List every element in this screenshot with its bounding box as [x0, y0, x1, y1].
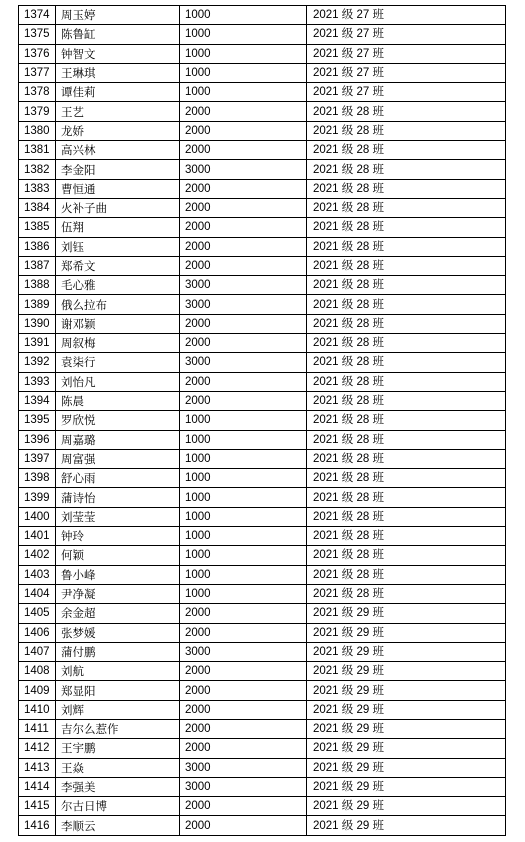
row-number-cell: 1414: [19, 777, 56, 796]
table-row: [19, 739, 506, 758]
amount-cell: 2000: [180, 237, 307, 256]
amount-cell: 2000: [180, 218, 307, 237]
row-number-cell: 1380: [19, 121, 56, 140]
class-cell: 2021 级 28 班: [307, 353, 506, 372]
row-number-cell: 1411: [19, 719, 56, 738]
student-name-cell: 刘辉: [56, 700, 180, 719]
class-cell: 2021 级 28 班: [307, 391, 506, 410]
row-number-cell: 1374: [19, 6, 56, 25]
table-row: [19, 256, 506, 275]
table-row: [19, 565, 506, 584]
class-cell: 2021 级 28 班: [307, 584, 506, 603]
student-name-cell: 伍翔: [56, 218, 180, 237]
class-cell: 2021 级 28 班: [307, 295, 506, 314]
amount-cell: 1000: [180, 584, 307, 603]
table-row: [19, 179, 506, 198]
amount-cell: 2000: [180, 334, 307, 353]
table-row: [19, 546, 506, 565]
table-row: [19, 353, 506, 372]
class-cell: 2021 级 29 班: [307, 816, 506, 835]
row-number-cell: 1413: [19, 758, 56, 777]
class-cell: 2021 级 28 班: [307, 256, 506, 275]
table-row: [19, 758, 506, 777]
row-number-cell: 1375: [19, 25, 56, 44]
student-name-cell: 周叙梅: [56, 334, 180, 353]
row-number-cell: 1399: [19, 488, 56, 507]
row-number-cell: 1397: [19, 449, 56, 468]
class-cell: 2021 级 27 班: [307, 25, 506, 44]
row-number-cell: 1392: [19, 353, 56, 372]
class-cell: 2021 级 29 班: [307, 604, 506, 623]
amount-cell: 3000: [180, 295, 307, 314]
student-name-cell: 刘航: [56, 662, 180, 681]
row-number-cell: 1404: [19, 584, 56, 603]
row-number-cell: 1389: [19, 295, 56, 314]
class-cell: 2021 级 28 班: [307, 469, 506, 488]
row-number-cell: 1376: [19, 44, 56, 63]
row-number-cell: 1383: [19, 179, 56, 198]
student-name-cell: 郑显阳: [56, 681, 180, 700]
row-number-cell: 1406: [19, 623, 56, 642]
row-number-cell: 1415: [19, 797, 56, 816]
table-row: [19, 719, 506, 738]
row-number-cell: 1391: [19, 334, 56, 353]
class-cell: 2021 级 28 班: [307, 449, 506, 468]
student-name-cell: 余金超: [56, 604, 180, 623]
amount-cell: 1000: [180, 507, 307, 526]
student-name-cell: 王琳琪: [56, 63, 180, 82]
student-name-cell: 舒心雨: [56, 469, 180, 488]
table-row: [19, 237, 506, 256]
amount-cell: 2000: [180, 372, 307, 391]
table-row: [19, 121, 506, 140]
student-table: [18, 5, 506, 836]
row-number-cell: 1402: [19, 546, 56, 565]
class-cell: 2021 级 28 班: [307, 198, 506, 217]
row-number-cell: 1403: [19, 565, 56, 584]
student-name-cell: 高兴林: [56, 141, 180, 160]
row-number-cell: 1405: [19, 604, 56, 623]
class-cell: 2021 级 28 班: [307, 160, 506, 179]
amount-cell: 2000: [180, 179, 307, 198]
row-number-cell: 1382: [19, 160, 56, 179]
class-cell: 2021 级 29 班: [307, 719, 506, 738]
table-row: [19, 777, 506, 796]
student-name-cell: 王焱: [56, 758, 180, 777]
student-name-cell: 尔古日博: [56, 797, 180, 816]
amount-cell: 1000: [180, 63, 307, 82]
table-row: [19, 488, 506, 507]
class-cell: 2021 级 28 班: [307, 141, 506, 160]
student-name-cell: 袁柒行: [56, 353, 180, 372]
table-row: [19, 604, 506, 623]
row-number-cell: 1408: [19, 662, 56, 681]
row-number-cell: 1407: [19, 642, 56, 661]
table-row: [19, 700, 506, 719]
table-row: [19, 160, 506, 179]
class-cell: 2021 级 28 班: [307, 237, 506, 256]
row-number-cell: 1385: [19, 218, 56, 237]
student-name-cell: 曹恒通: [56, 179, 180, 198]
student-name-cell: 李顺云: [56, 816, 180, 835]
row-number-cell: 1377: [19, 63, 56, 82]
table-row: [19, 314, 506, 333]
student-name-cell: 蒲诗怡: [56, 488, 180, 507]
amount-cell: 3000: [180, 276, 307, 295]
row-number-cell: 1396: [19, 430, 56, 449]
amount-cell: 3000: [180, 777, 307, 796]
student-name-cell: 谭佳莉: [56, 83, 180, 102]
table-row: [19, 295, 506, 314]
class-cell: 2021 级 27 班: [307, 63, 506, 82]
amount-cell: 3000: [180, 642, 307, 661]
table-row: [19, 469, 506, 488]
row-number-cell: 1384: [19, 198, 56, 217]
row-number-cell: 1386: [19, 237, 56, 256]
class-cell: 2021 级 27 班: [307, 83, 506, 102]
student-name-cell: 尹净凝: [56, 584, 180, 603]
table-row: [19, 507, 506, 526]
amount-cell: 2000: [180, 623, 307, 642]
student-name-cell: 刘怡凡: [56, 372, 180, 391]
class-cell: 2021 级 29 班: [307, 700, 506, 719]
table-row: [19, 218, 506, 237]
class-cell: 2021 级 29 班: [307, 642, 506, 661]
class-cell: 2021 级 29 班: [307, 758, 506, 777]
amount-cell: 2000: [180, 256, 307, 275]
student-name-cell: 鲁小峰: [56, 565, 180, 584]
table-row: [19, 527, 506, 546]
row-number-cell: 1390: [19, 314, 56, 333]
amount-cell: 2000: [180, 739, 307, 758]
class-cell: 2021 级 28 班: [307, 314, 506, 333]
amount-cell: 2000: [180, 314, 307, 333]
class-cell: 2021 级 28 班: [307, 372, 506, 391]
table-row: [19, 83, 506, 102]
table-row: [19, 198, 506, 217]
amount-cell: 2000: [180, 121, 307, 140]
table-row: [19, 449, 506, 468]
class-cell: 2021 级 29 班: [307, 623, 506, 642]
amount-cell: 2000: [180, 797, 307, 816]
row-number-cell: 1378: [19, 83, 56, 102]
student-name-cell: 钟玲: [56, 527, 180, 546]
amount-cell: 1000: [180, 449, 307, 468]
student-name-cell: 陈晨: [56, 391, 180, 410]
class-cell: 2021 级 28 班: [307, 565, 506, 584]
amount-cell: 1000: [180, 411, 307, 430]
class-cell: 2021 级 28 班: [307, 121, 506, 140]
class-cell: 2021 级 28 班: [307, 179, 506, 198]
row-number-cell: 1395: [19, 411, 56, 430]
table-row: [19, 334, 506, 353]
amount-cell: 1000: [180, 546, 307, 565]
table-row: [19, 816, 506, 835]
class-cell: 2021 级 28 班: [307, 276, 506, 295]
student-name-cell: 何颖: [56, 546, 180, 565]
student-name-cell: 毛心雅: [56, 276, 180, 295]
amount-cell: 1000: [180, 25, 307, 44]
amount-cell: 2000: [180, 700, 307, 719]
table-row: [19, 25, 506, 44]
row-number-cell: 1409: [19, 681, 56, 700]
table-row: [19, 102, 506, 121]
amount-cell: 2000: [180, 816, 307, 835]
student-name-cell: 钟智文: [56, 44, 180, 63]
amount-cell: 1000: [180, 488, 307, 507]
class-cell: 2021 级 28 班: [307, 507, 506, 526]
row-number-cell: 1401: [19, 527, 56, 546]
amount-cell: 1000: [180, 83, 307, 102]
class-cell: 2021 级 29 班: [307, 777, 506, 796]
amount-cell: 2000: [180, 719, 307, 738]
class-cell: 2021 级 28 班: [307, 334, 506, 353]
student-name-cell: 刘钰: [56, 237, 180, 256]
table-row: [19, 681, 506, 700]
amount-cell: 1000: [180, 469, 307, 488]
amount-cell: 1000: [180, 527, 307, 546]
row-number-cell: 1388: [19, 276, 56, 295]
class-cell: 2021 级 29 班: [307, 739, 506, 758]
class-cell: 2021 级 29 班: [307, 797, 506, 816]
amount-cell: 3000: [180, 353, 307, 372]
table-row: [19, 63, 506, 82]
student-name-cell: 龙娇: [56, 121, 180, 140]
amount-cell: 2000: [180, 662, 307, 681]
student-name-cell: 罗欣悦: [56, 411, 180, 430]
amount-cell: 1000: [180, 6, 307, 25]
table-row: [19, 797, 506, 816]
student-name-cell: 周富强: [56, 449, 180, 468]
student-name-cell: 蒲付鹏: [56, 642, 180, 661]
row-number-cell: 1398: [19, 469, 56, 488]
row-number-cell: 1381: [19, 141, 56, 160]
amount-cell: 1000: [180, 430, 307, 449]
table-row: [19, 44, 506, 63]
table-row: [19, 276, 506, 295]
student-name-cell: 郑希文: [56, 256, 180, 275]
row-number-cell: 1410: [19, 700, 56, 719]
class-cell: 2021 级 29 班: [307, 681, 506, 700]
amount-cell: 2000: [180, 141, 307, 160]
class-cell: 2021 级 28 班: [307, 546, 506, 565]
amount-cell: 2000: [180, 102, 307, 121]
class-cell: 2021 级 28 班: [307, 218, 506, 237]
amount-cell: 3000: [180, 758, 307, 777]
amount-cell: 1000: [180, 44, 307, 63]
student-name-cell: 李金阳: [56, 160, 180, 179]
student-name-cell: 张梦媛: [56, 623, 180, 642]
class-cell: 2021 级 29 班: [307, 662, 506, 681]
table-row: [19, 6, 506, 25]
class-cell: 2021 级 28 班: [307, 527, 506, 546]
student-name-cell: 陈鲁缸: [56, 25, 180, 44]
class-cell: 2021 级 28 班: [307, 488, 506, 507]
student-name-cell: 俄么拉布: [56, 295, 180, 314]
table-row: [19, 584, 506, 603]
student-name-cell: 李强美: [56, 777, 180, 796]
table-row: [19, 623, 506, 642]
amount-cell: 2000: [180, 681, 307, 700]
amount-cell: 3000: [180, 160, 307, 179]
row-number-cell: 1400: [19, 507, 56, 526]
student-name-cell: 周嘉璐: [56, 430, 180, 449]
table-row: [19, 642, 506, 661]
table-row: [19, 391, 506, 410]
amount-cell: 1000: [180, 565, 307, 584]
class-cell: 2021 级 28 班: [307, 102, 506, 121]
class-cell: 2021 级 28 班: [307, 411, 506, 430]
table-row: [19, 372, 506, 391]
table-row: [19, 430, 506, 449]
student-name-cell: 火补子曲: [56, 198, 180, 217]
student-name-cell: 谢邓颖: [56, 314, 180, 333]
row-number-cell: 1412: [19, 739, 56, 758]
student-name-cell: 吉尔么惹作: [56, 719, 180, 738]
row-number-cell: 1416: [19, 816, 56, 835]
student-name-cell: 刘莹莹: [56, 507, 180, 526]
row-number-cell: 1394: [19, 391, 56, 410]
amount-cell: 2000: [180, 391, 307, 410]
table-row: [19, 411, 506, 430]
row-number-cell: 1379: [19, 102, 56, 121]
table-row: [19, 662, 506, 681]
table-row: [19, 141, 506, 160]
class-cell: 2021 级 27 班: [307, 6, 506, 25]
student-name-cell: 王艺: [56, 102, 180, 121]
class-cell: 2021 级 27 班: [307, 44, 506, 63]
amount-cell: 2000: [180, 198, 307, 217]
student-name-cell: 王宇鹏: [56, 739, 180, 758]
amount-cell: 2000: [180, 604, 307, 623]
student-table-body: [19, 6, 506, 836]
student-name-cell: 周玉婷: [56, 6, 180, 25]
class-cell: 2021 级 28 班: [307, 430, 506, 449]
row-number-cell: 1387: [19, 256, 56, 275]
row-number-cell: 1393: [19, 372, 56, 391]
